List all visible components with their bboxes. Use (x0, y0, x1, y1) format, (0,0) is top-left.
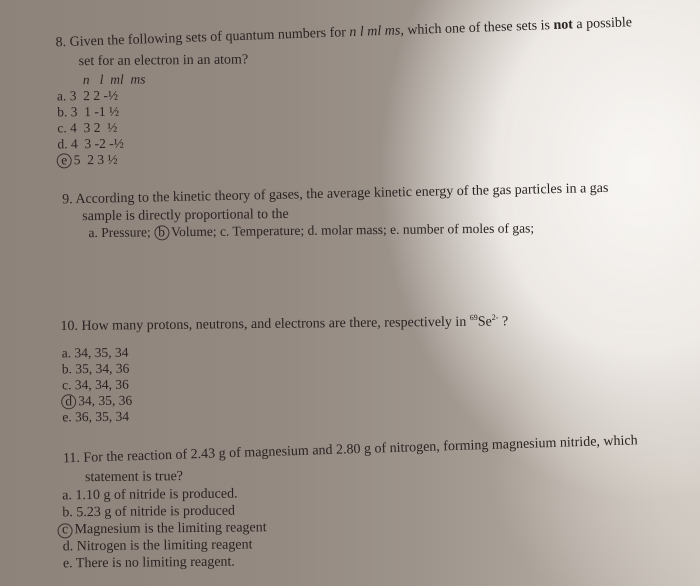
text: 11. (62, 450, 81, 467)
question-11 (63, 433, 638, 467)
text: ? (501, 314, 509, 330)
question-10 (60, 313, 508, 335)
text: 5 2 3 ½ (73, 151, 118, 168)
option-c-circled (57, 520, 266, 538)
emphasis: not (553, 17, 574, 34)
quantum-vars: n l ml ms, (349, 23, 405, 41)
text: 2- (491, 312, 499, 322)
text: 10. (60, 318, 79, 335)
text: 3 1 -1 ½ (70, 103, 120, 120)
text: a. (61, 345, 72, 361)
text: b. (57, 104, 68, 120)
text: 69 (469, 313, 478, 323)
text: Volume; (170, 223, 217, 240)
option-c (57, 120, 117, 137)
option-c (62, 377, 129, 394)
text: c. (57, 120, 67, 136)
option-d-circled (61, 393, 132, 410)
text: 34, 35, 34 (74, 344, 129, 361)
text: 4 3 -2 -½ (70, 135, 124, 152)
text: c. (219, 223, 230, 239)
text: e. (62, 409, 72, 425)
text: 34, 35, 36 (78, 392, 133, 409)
text: molar mass; (321, 221, 387, 238)
option-d (63, 537, 253, 555)
text: 5.23 g of nitride is produced (76, 503, 236, 521)
text: Magnesium is the limiting reagent (74, 520, 267, 538)
text: 3 2 2 -½ (69, 87, 119, 104)
question-8 (55, 15, 632, 51)
text: d. (57, 136, 68, 152)
text: How many protons, neutrons, and electrons are there, respectively in (81, 314, 467, 334)
text: a. (62, 488, 72, 504)
option-a (62, 345, 129, 362)
option-a (62, 487, 238, 505)
text: According to the kinetic theory of gases, the average kinetic energy of the gas particles in a gas (75, 180, 609, 208)
question-text: a possible (576, 15, 633, 33)
text: There is no limiting reagent. (75, 554, 235, 572)
question-text: Given the following sets of quantum numbers for (69, 25, 347, 50)
text: 4 3 2 ½ (70, 119, 118, 136)
text: d. (62, 539, 74, 555)
text: b. (61, 361, 73, 377)
option-b (57, 104, 119, 121)
text: 9. (62, 192, 73, 208)
option-b (62, 504, 235, 522)
question-text: set for an electron in an atom? (78, 52, 249, 70)
question-text: which one of these sets is (407, 18, 551, 39)
text: Nitrogen is the limiting reagent (76, 537, 253, 555)
option-e-circled (57, 152, 118, 169)
text: e. (62, 556, 73, 572)
text: Temperature; (232, 222, 305, 239)
option-a (57, 88, 118, 105)
text: 1.10 g of nitride is produced. (75, 486, 238, 504)
option-e (63, 555, 235, 573)
circled-answer: c (57, 523, 72, 538)
text: For the reaction of 2.43 g of magnesium and 2.80 g of nitrogen, forming magnesium nitride, which (83, 433, 638, 466)
circled-answer: b (154, 225, 169, 240)
question-text: sample is directly proportional to the (82, 206, 289, 225)
text: a. (56, 88, 67, 104)
text: b. (62, 505, 73, 521)
option-b (62, 361, 130, 378)
text: d. (307, 222, 318, 238)
text: e. (390, 221, 400, 237)
question-9 (62, 181, 609, 208)
text: 34, 34, 36 (74, 376, 129, 393)
options-row (88, 220, 534, 241)
option-e (62, 409, 129, 426)
text: 36, 35, 34 (75, 408, 130, 425)
text: c. (61, 377, 72, 393)
question-number: 8. (55, 35, 67, 51)
text: Pressure; (101, 224, 151, 240)
text: number of moles of gas; (402, 220, 535, 237)
quantum-header: n l ml ms (82, 71, 146, 88)
text: 35, 34, 36 (75, 360, 130, 377)
circled-answer: d (61, 394, 76, 409)
circled-answer: e (57, 153, 72, 168)
question-text: statement is true? (84, 469, 184, 486)
option-d (57, 136, 124, 153)
text: Se (477, 314, 492, 330)
text: a. (88, 224, 98, 241)
